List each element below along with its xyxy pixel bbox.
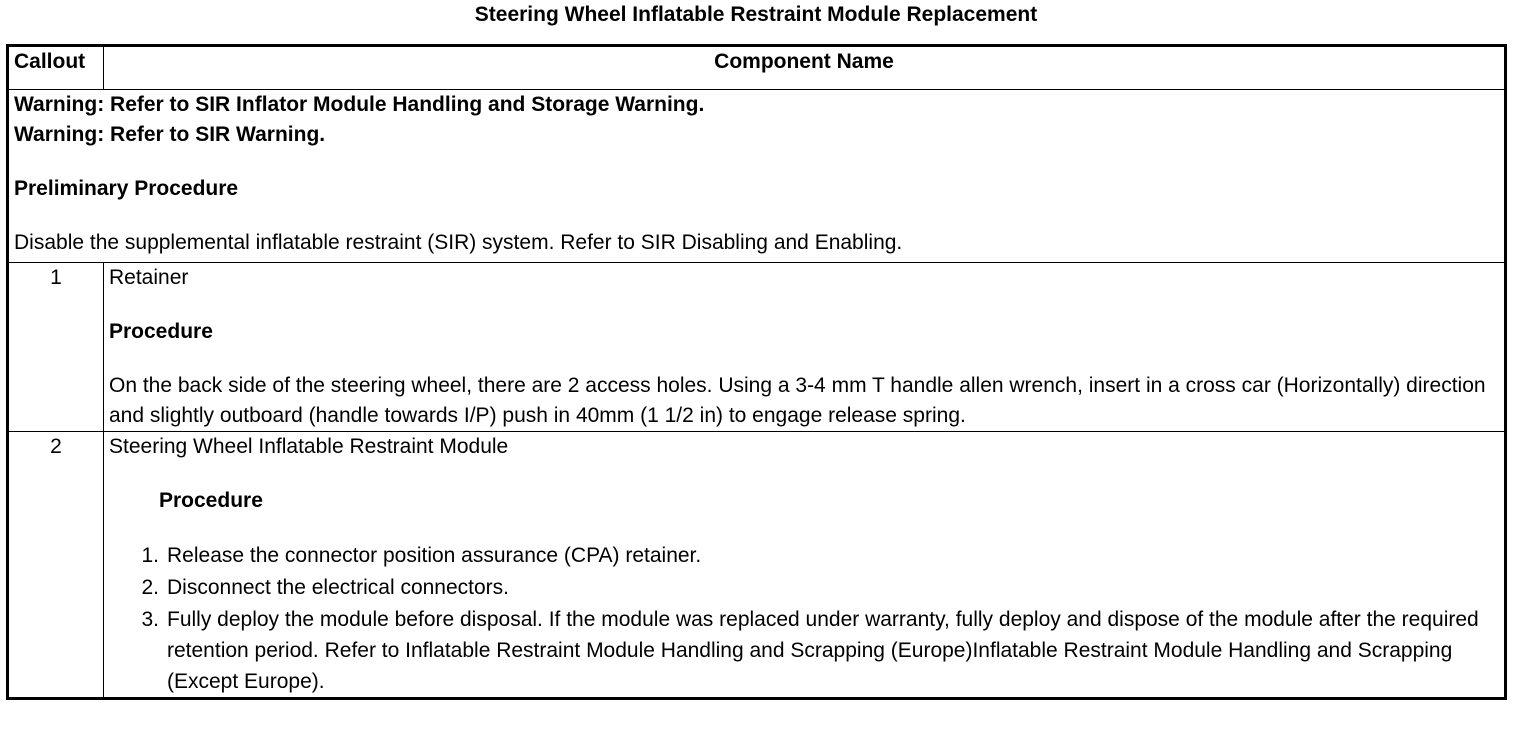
step-number: 1. <box>141 544 159 567</box>
page-title: Steering Wheel Inflatable Restraint Module Replacement <box>474 3 1038 26</box>
table-row <box>8 263 1506 432</box>
preliminary-procedure-text: Disable the supplemental inflatable restraint (SIR) system. Refer to SIR Disabling and Enabling. <box>14 231 903 254</box>
table-header-row <box>8 46 1506 90</box>
callout-number: 1 <box>8 263 104 432</box>
callout-header: Callout <box>8 46 104 90</box>
table-row <box>8 432 1506 699</box>
callout-number: 2 <box>8 432 104 699</box>
component-cell <box>104 263 1506 432</box>
list-item <box>109 604 1499 697</box>
step-number: 3. <box>141 608 159 631</box>
component-name-header: Component Name <box>104 46 1506 90</box>
preliminary-procedure-heading: Preliminary Procedure <box>14 177 239 200</box>
list-item <box>109 572 1499 604</box>
step-text: Disconnect the electrical connectors. <box>167 576 509 599</box>
warning-handling-storage: Warning: Refer to SIR Inflator Module Handling and Storage Warning. <box>14 93 705 116</box>
preliminary-cell <box>8 90 1506 263</box>
list-item <box>109 540 1499 572</box>
component-name: Steering Wheel Inflatable Restraint Module <box>109 435 509 458</box>
step-text: Release the connector position assurance (CPA) retainer. <box>167 544 702 567</box>
step-number: 2. <box>141 576 159 599</box>
procedure-steps <box>109 540 1499 697</box>
procedure-heading: Procedure <box>109 320 213 343</box>
preliminary-row <box>8 90 1506 263</box>
procedure-table <box>6 44 1507 700</box>
procedure-text: On the back side of the steering wheel, there are 2 access holes. Using a 3-4 mm T handle allen wrench, insert in a cross car (Horizontally) direction and slightly outboard (handle towards I/P) push in 40mm (1 1/2 in) to engage release spring. <box>109 374 1486 427</box>
warning-sir: Warning: Refer to SIR Warning. <box>14 123 326 146</box>
component-cell <box>104 432 1506 699</box>
step-text: Fully deploy the module before disposal. If the module was replaced under warranty, fully deploy and dispose of the module after the required retention period. Refer to Inflatable Restraint Module Handling and Scrapping (Europe)Inflatable Restraint Module Handling and Scrapping (Except Europe). <box>167 608 1479 693</box>
procedure-heading: Procedure <box>159 489 263 512</box>
component-name: Retainer <box>109 266 189 289</box>
